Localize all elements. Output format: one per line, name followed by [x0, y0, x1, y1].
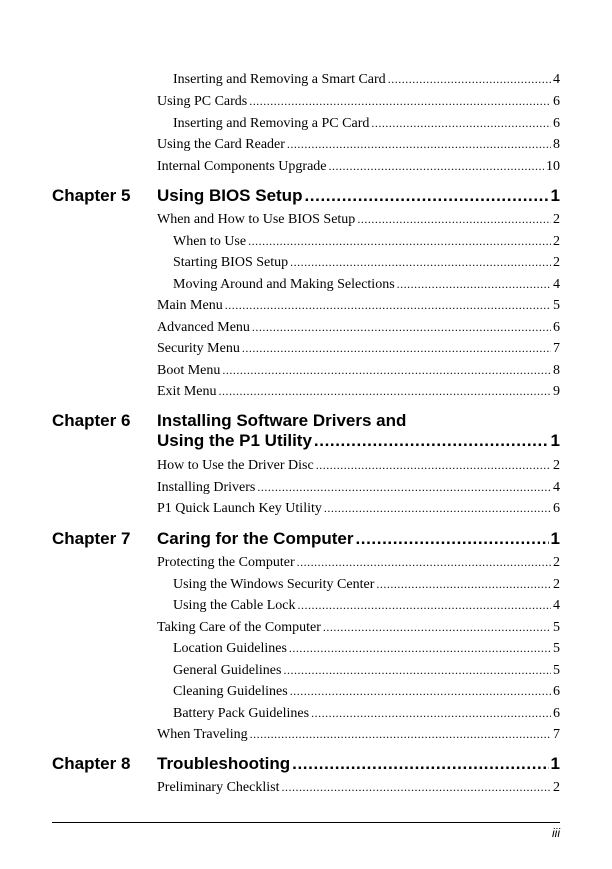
dot-leader — [257, 478, 551, 496]
toc-entry-exit-menu[interactable] — [157, 382, 560, 400]
toc-entry-page: 6 — [553, 684, 560, 699]
toc-entry-page: 8 — [553, 363, 560, 378]
toc-entry-title: Advanced Menu — [157, 320, 250, 335]
toc-entry-title: General Guidelines — [173, 663, 282, 678]
chapter-page: 1 — [550, 529, 560, 548]
dot-leader — [324, 499, 551, 517]
dot-leader — [281, 778, 551, 796]
chapter-title-text: Using the P1 Utility — [157, 431, 312, 450]
toc-entry-main-menu[interactable] — [157, 296, 560, 314]
toc-entry-quick-launch[interactable] — [157, 499, 560, 517]
toc-entry-protecting[interactable] — [157, 553, 560, 571]
toc-entry-smart-card[interactable] — [173, 70, 560, 88]
toc-entry-preliminary-checklist[interactable] — [157, 778, 560, 796]
dot-leader — [222, 361, 551, 379]
toc-entry-page: 5 — [553, 663, 560, 678]
dot-leader — [242, 339, 551, 357]
dot-leader — [249, 92, 551, 110]
toc-entry-page: 7 — [553, 341, 560, 356]
page-number: iii — [552, 826, 560, 840]
toc-entry-when-traveling[interactable] — [157, 725, 560, 743]
toc-entry-cable-lock[interactable] — [173, 596, 560, 614]
toc-entry-title: Battery Pack Guidelines — [173, 706, 310, 721]
chapter-title-text: Installing Software Drivers and — [157, 411, 407, 430]
toc-entry-page: 7 — [553, 727, 560, 742]
toc-entry-page: 2 — [553, 458, 560, 473]
chapter-title-text: Troubleshooting — [157, 754, 291, 773]
toc-entry-title: Using the Card Reader — [157, 137, 285, 152]
dot-leader — [355, 529, 548, 549]
chapter-title-c7[interactable] — [157, 529, 560, 549]
chapter-title-c8[interactable] — [157, 754, 560, 774]
chapter-title-c5[interactable] — [157, 186, 560, 206]
dot-leader — [329, 157, 544, 175]
toc-entry-title: When Traveling — [157, 727, 248, 742]
toc-entry-card-reader[interactable] — [157, 135, 560, 153]
chapter-page: 1 — [550, 431, 560, 450]
toc-entry-title: Starting BIOS Setup — [173, 255, 289, 270]
dot-leader — [250, 725, 551, 743]
toc-entry-starting-bios[interactable] — [173, 253, 560, 271]
toc-entry-taking-care[interactable] — [157, 618, 560, 636]
toc-entry-driver-disc[interactable] — [157, 456, 560, 474]
toc-entry-page: 5 — [553, 620, 560, 635]
toc-entry-page: 4 — [553, 480, 560, 495]
dot-leader — [304, 186, 548, 206]
toc-entry-page: 2 — [553, 234, 560, 249]
toc-entry-page: 5 — [553, 298, 560, 313]
dot-leader — [248, 232, 551, 250]
dot-leader — [376, 575, 551, 593]
toc-entry-when-to-use[interactable] — [173, 232, 560, 250]
toc-entry-location-guidelines[interactable] — [173, 639, 560, 657]
chapter-label: Chapter 6 — [52, 411, 131, 430]
toc-entry-title: Security Menu — [157, 341, 240, 356]
toc-entry-battery-guidelines[interactable] — [173, 704, 560, 722]
chapter-title-c6[interactable] — [157, 411, 560, 451]
dot-leader — [397, 275, 551, 293]
toc-entry-title: Using the Cable Lock — [173, 598, 296, 613]
toc-entry-title: Moving Around and Making Selections — [173, 277, 395, 292]
toc-entry-title: Boot Menu — [157, 363, 221, 378]
toc-entry-page: 8 — [553, 137, 560, 152]
toc-entry-title: How to Use the Driver Disc — [157, 458, 314, 473]
toc-entry-page: 2 — [553, 555, 560, 570]
toc-entry-title: Exit Menu — [157, 384, 217, 399]
toc-entry-page: 4 — [553, 277, 560, 292]
toc-entry-when-how-bios[interactable] — [157, 210, 560, 228]
dot-leader — [314, 431, 549, 451]
chapter-label: Chapter 5 — [52, 186, 131, 205]
toc-entry-title: Using PC Cards — [157, 94, 248, 109]
toc-entry-title: Main Menu — [157, 298, 223, 313]
toc-entry-security-center[interactable] — [173, 575, 560, 593]
dot-leader — [323, 618, 551, 636]
toc-entry-title: Using the Windows Security Center — [173, 577, 375, 592]
footer-rule — [52, 822, 560, 823]
toc-entry-title: P1 Quick Launch Key Utility — [157, 501, 322, 516]
toc-entry-moving-around[interactable] — [173, 275, 560, 293]
toc-entry-page: 6 — [553, 320, 560, 335]
toc-entry-general-guidelines[interactable] — [173, 661, 560, 679]
toc-entry-page: 2 — [553, 577, 560, 592]
dot-leader — [357, 210, 551, 228]
toc-entry-page: 2 — [553, 212, 560, 227]
toc-entry-title: Internal Components Upgrade — [157, 159, 327, 174]
toc-entry-title: When and How to Use BIOS Setup — [157, 212, 356, 227]
dot-leader — [297, 553, 551, 571]
toc-entry-boot-menu[interactable] — [157, 361, 560, 379]
toc-entry-advanced-menu[interactable] — [157, 318, 560, 336]
toc-entry-installing-drivers[interactable] — [157, 478, 560, 496]
toc-entry-title: When to Use — [173, 234, 247, 249]
toc-entry-title: Taking Care of the Computer — [157, 620, 321, 635]
dot-leader — [219, 382, 552, 400]
toc-entry-cleaning-guidelines[interactable] — [173, 682, 560, 700]
toc-entry-title: Preliminary Checklist — [157, 780, 280, 795]
dot-leader — [311, 704, 551, 722]
toc-entry-title: Inserting and Removing a PC Card — [173, 116, 370, 131]
dot-leader — [287, 135, 551, 153]
toc-entry-pc-cards[interactable] — [157, 92, 560, 110]
toc-entry-internal-upgrade[interactable] — [157, 157, 560, 175]
toc-entry-title: Cleaning Guidelines — [173, 684, 288, 699]
toc-entry-page: 6 — [553, 706, 560, 721]
toc-entry-page: 2 — [553, 255, 560, 270]
toc-entry-page: 6 — [553, 501, 560, 516]
dot-leader — [316, 456, 551, 474]
toc-entry-page: 9 — [553, 384, 560, 399]
toc-entry-page: 4 — [553, 72, 560, 87]
toc-entry-title: Inserting and Removing a Smart Card — [173, 72, 386, 87]
dot-leader — [252, 318, 551, 336]
chapter-title-text: Using BIOS Setup — [157, 186, 303, 205]
chapter-title-text: Caring for the Computer — [157, 529, 354, 548]
toc-entry-title: Protecting the Computer — [157, 555, 295, 570]
toc-entry-page: 6 — [553, 116, 560, 131]
dot-leader — [388, 70, 551, 88]
toc-entry-title: Installing Drivers — [157, 480, 256, 495]
toc-entry-page: 5 — [553, 641, 560, 656]
chapter-label: Chapter 7 — [52, 529, 131, 548]
toc-entry-page: 2 — [553, 780, 560, 795]
toc-entry-page: 4 — [553, 598, 560, 613]
dot-leader — [292, 754, 548, 774]
chapter-label: Chapter 8 — [52, 754, 131, 773]
dot-leader — [297, 596, 551, 614]
toc-entry-title: Location Guidelines — [173, 641, 287, 656]
toc-entry-pc-card-insert[interactable] — [173, 114, 560, 132]
dot-leader — [371, 114, 551, 132]
dot-leader — [289, 639, 551, 657]
toc-entry-page: 6 — [553, 94, 560, 109]
dot-leader — [283, 661, 551, 679]
dot-leader — [290, 682, 551, 700]
dot-leader — [290, 253, 551, 271]
toc-entry-security-menu[interactable] — [157, 339, 560, 357]
toc-entry-page: 10 — [546, 159, 560, 174]
chapter-page: 1 — [550, 754, 560, 773]
dot-leader — [225, 296, 551, 314]
chapter-page: 1 — [550, 186, 560, 205]
